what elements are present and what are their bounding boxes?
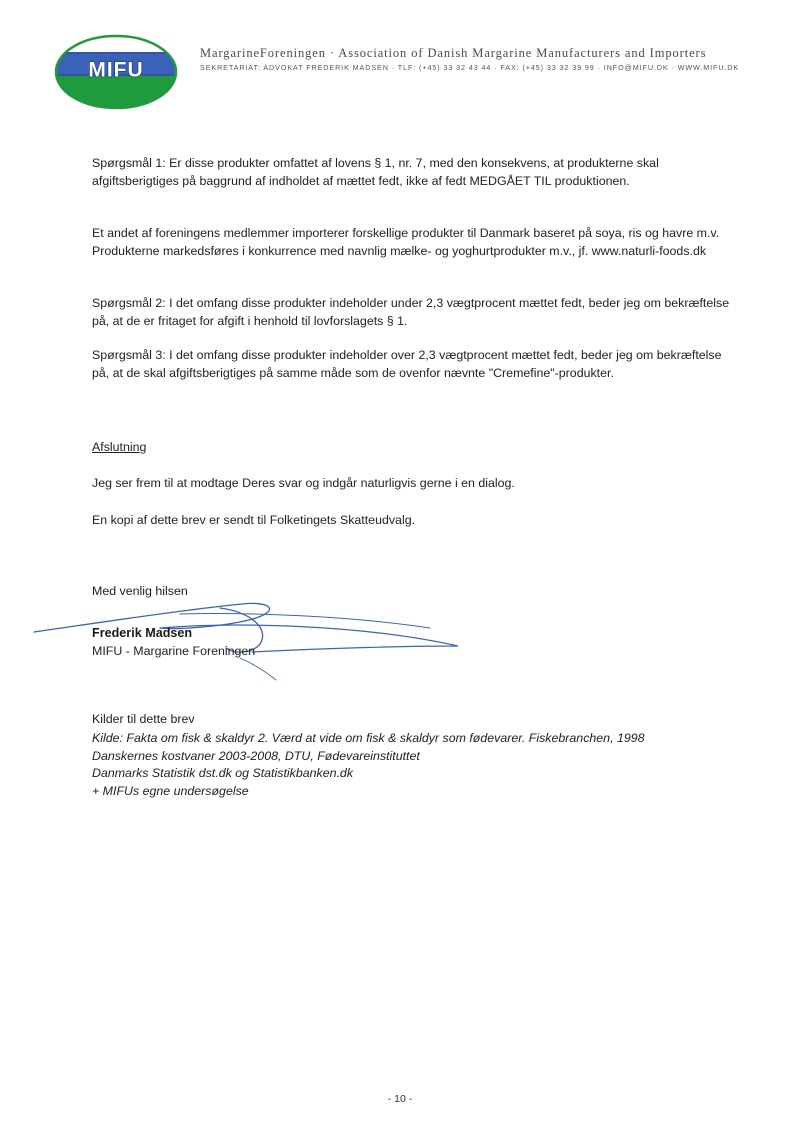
organization-name: MargarineForeningen · Association of Danish Margarine Manufacturers and Importers (200, 46, 707, 60)
svg-text:MIFU: MIFU (88, 58, 144, 82)
mifu-logo (54, 34, 178, 110)
source-item: Danskernes kostvaner 2003-2008, DTU, Fødevareinstituttet (92, 748, 420, 763)
greeting: Med venlig hilsen (92, 584, 188, 598)
signer-organization: MIFU - Margarine Foreningen (92, 644, 256, 658)
sources-title: Kilder til dette brev (92, 712, 195, 726)
members-paragraph: Et andet af foreningens medlemmer importerer forskellige produkter til Danmark baseret på soya, ris og havre m.v. Produkterne markedsføres i konkurrence med navnlig mælke- og yoghurtprodukter m.v., jf. www.naturli-foods.dk (92, 226, 720, 258)
source-item: + MIFUs egne undersøgelse (92, 783, 249, 798)
closing-heading: Afslutning (92, 440, 147, 454)
closing-paragraph-2: En kopi af dette brev er sendt til Folketingets Skatteudvalg. (92, 513, 416, 527)
source-item: Kilde: Fakta om fisk & skaldyr 2. Værd at vide om fisk & skaldyr som fødevarer. Fiskebranchen, 1998 (92, 731, 645, 745)
signer-name: Frederik Madsen (92, 626, 193, 640)
source-item: Danmarks Statistik dst.dk og Statistikbanken.dk (92, 766, 354, 780)
question-2-paragraph: Spørgsmål 2: I det omfang disse produkter indeholder under 2,3 vægtprocent mættet fedt, beder jeg om bekræftelse på, at de er fritaget for afgift i henhold til lovforslagets § 1. (92, 296, 730, 328)
question-3-paragraph: Spørgsmål 3: I det omfang disse produkter indeholder over 2,3 vægtprocent mættet fedt, beder jeg om bekræftelse på, at de skal afgiftsberigtiges på samme måde som de ovenfor nævnte "Cremefine"-produkter. (92, 348, 722, 380)
page-number: - 10 - (387, 1093, 413, 1105)
closing-paragraph-1: Jeg ser frem til at modtage Deres svar og indgår naturligvis gerne i en dialog. (92, 476, 515, 490)
sources-list (92, 730, 645, 800)
contact-info: SEKRETARIAT: ADVOKAT FREDERIK MADSEN · TLF: (+45) 33 32 43 44 · FAX: (+45) 33 32 39 99 · INFO@MIFU.DK · WWW.MIFU.DK (200, 63, 740, 72)
question-1-paragraph: Spørgsmål 1: Er disse produkter omfattet af lovens § 1, nr. 7, med den konsekvens, at produkterne skal afgiftsberigtiges på baggrund af indholdet af mættet fedt, ikke af fedt MEDGÅET TIL produktionen. (92, 156, 659, 188)
letterhead (0, 0, 800, 120)
